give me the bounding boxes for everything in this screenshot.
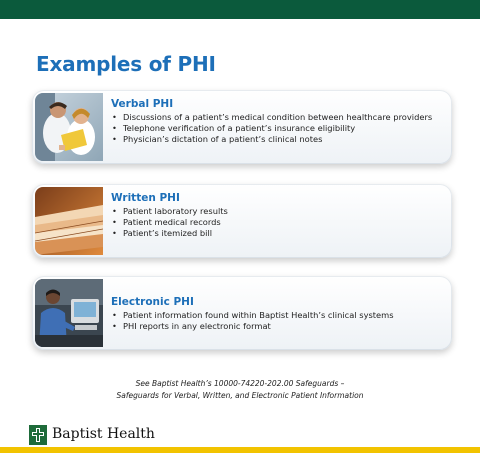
footnote-line-1: See Baptist Health’s 10000-74220-202.00 Safeguards – <box>135 379 345 388</box>
list-item: • Patient laboratory results <box>111 206 442 217</box>
electronic-phi-list <box>111 310 442 332</box>
page-title: Examples of PHI <box>36 52 216 76</box>
list-item: • Patient medical records <box>111 217 442 228</box>
worker-at-computer-image <box>35 279 103 347</box>
policy-footnote <box>0 378 480 402</box>
top-banner <box>0 0 480 19</box>
logo-text: Baptist Health <box>52 426 155 442</box>
baptist-health-cross-logo-icon <box>29 425 47 445</box>
paper-file-folders-image <box>35 187 103 255</box>
written-phi-list <box>111 206 442 239</box>
list-item: • Physician’s dictation of a patient’s clinical notes <box>111 134 442 145</box>
verbal-phi-heading: Verbal PHI <box>111 98 174 110</box>
list-item: • PHI reports in any electronic format <box>111 321 442 332</box>
written-phi-card <box>32 184 452 258</box>
list-item: • Telephone verification of a patient’s insurance eligibility <box>111 123 442 134</box>
electronic-phi-card <box>32 276 452 350</box>
bottom-banner <box>0 447 480 453</box>
written-phi-heading: Written PHI <box>111 192 180 204</box>
list-item: • Patient’s itemized bill <box>111 228 442 239</box>
clinicians-reviewing-chart-image <box>35 93 103 161</box>
list-item: • Patient information found within Baptist Health’s clinical systems <box>111 310 442 321</box>
list-item: • Discussions of a patient’s medical condition between healthcare providers <box>111 112 442 123</box>
electronic-phi-heading: Electronic PHI <box>111 296 194 308</box>
verbal-phi-card <box>32 90 452 164</box>
footnote-line-2: Safeguards for Verbal, Written, and Electronic Patient Information <box>116 391 364 400</box>
verbal-phi-list <box>111 112 442 145</box>
